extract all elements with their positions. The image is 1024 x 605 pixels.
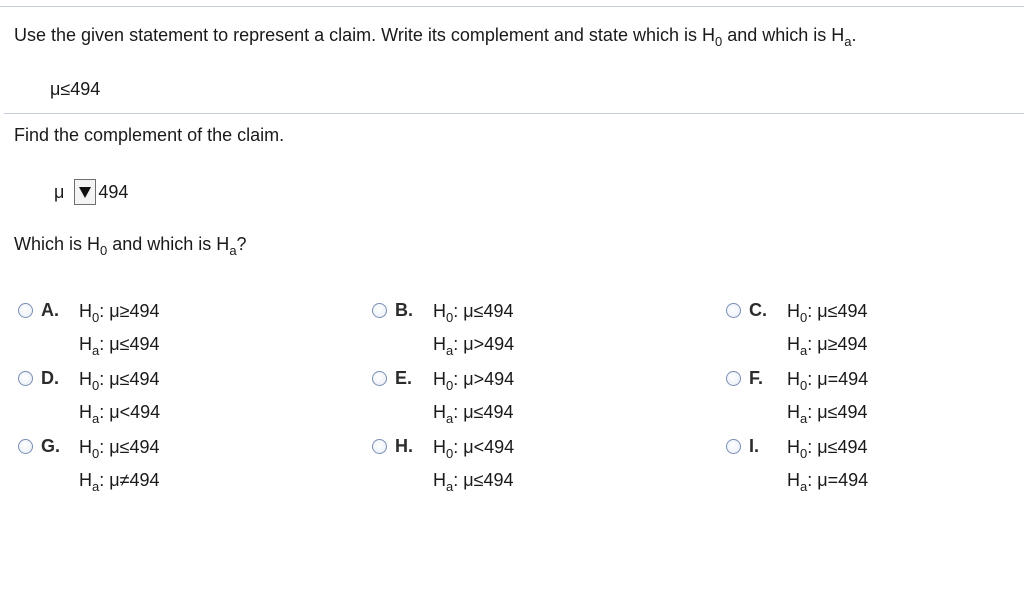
null-hypothesis: $H_0$: μ≤494 bbox=[79, 437, 160, 461]
option-e[interactable] bbox=[372, 368, 514, 434]
complement-value: 494 bbox=[98, 181, 129, 202]
null-hypothesis: $H_0$: μ≥494 bbox=[79, 301, 160, 325]
alternative-hypothesis: $H_a$: μ≤494 bbox=[787, 402, 868, 426]
option-b[interactable] bbox=[372, 300, 514, 366]
which-hypothesis-question: Which is $H_0$ and which is $H_a$? bbox=[14, 234, 247, 258]
null-hypothesis: $H_0$: μ<494 bbox=[433, 437, 515, 461]
option-a[interactable] bbox=[18, 300, 160, 366]
radio-button[interactable] bbox=[372, 303, 387, 318]
null-hypothesis: $H_0$: μ≤494 bbox=[787, 437, 868, 461]
alternative-hypothesis: $H_a$: μ<494 bbox=[79, 402, 161, 426]
complement-answer bbox=[54, 176, 128, 208]
option-i[interactable] bbox=[726, 436, 868, 502]
radio-button[interactable] bbox=[372, 439, 387, 454]
option-letter: H. bbox=[395, 436, 413, 456]
null-hypothesis: $H_0$: μ>494 bbox=[433, 369, 515, 393]
option-letter: C. bbox=[749, 300, 767, 320]
question-prompt: Use the given statement to represent a claim. Write its complement and state which is $H_0$ and which is $H_a$. bbox=[14, 25, 857, 49]
option-letter: F. bbox=[749, 368, 764, 388]
mu-symbol: μ bbox=[54, 181, 65, 202]
claim-statement: μ≤494 bbox=[50, 79, 101, 99]
option-letter: D. bbox=[41, 368, 59, 388]
radio-button[interactable] bbox=[18, 439, 33, 454]
alternative-hypothesis: $H_a$: μ>494 bbox=[433, 334, 515, 358]
option-g[interactable] bbox=[18, 436, 160, 502]
inequality-dropdown[interactable] bbox=[74, 179, 96, 205]
radio-button[interactable] bbox=[18, 371, 33, 386]
option-h[interactable] bbox=[372, 436, 514, 502]
option-letter: I. bbox=[749, 436, 760, 456]
triangle-down-icon bbox=[79, 187, 91, 198]
alternative-hypothesis: $H_a$: μ=494 bbox=[787, 470, 869, 494]
null-hypothesis: $H_0$: μ≤494 bbox=[433, 301, 514, 325]
alternative-hypothesis: $H_a$: μ≥494 bbox=[787, 334, 868, 358]
radio-button[interactable] bbox=[18, 303, 33, 318]
radio-button[interactable] bbox=[726, 439, 741, 454]
option-letter: B. bbox=[395, 300, 413, 320]
option-c[interactable] bbox=[726, 300, 868, 366]
alternative-hypothesis: $H_a$: μ≠494 bbox=[79, 470, 160, 494]
alternative-hypothesis: $H_a$: μ≤494 bbox=[433, 470, 514, 494]
alternative-hypothesis: $H_a$: μ≤494 bbox=[433, 402, 514, 426]
option-letter: E. bbox=[395, 368, 413, 388]
null-hypothesis: $H_0$: μ=494 bbox=[787, 369, 869, 393]
option-letter: A. bbox=[41, 300, 59, 320]
top-divider bbox=[0, 6, 1024, 7]
null-hypothesis: $H_0$: μ≤494 bbox=[787, 301, 868, 325]
option-f[interactable] bbox=[726, 368, 868, 434]
option-d[interactable] bbox=[18, 368, 160, 434]
null-hypothesis: $H_0$: μ≤494 bbox=[79, 369, 160, 393]
option-letter: G. bbox=[41, 436, 61, 456]
radio-button[interactable] bbox=[372, 371, 387, 386]
section-divider bbox=[4, 113, 1024, 114]
radio-button[interactable] bbox=[726, 303, 741, 318]
alternative-hypothesis: $H_a$: μ≤494 bbox=[79, 334, 160, 358]
complement-instruction: Find the complement of the claim. bbox=[14, 125, 285, 145]
radio-button[interactable] bbox=[726, 371, 741, 386]
